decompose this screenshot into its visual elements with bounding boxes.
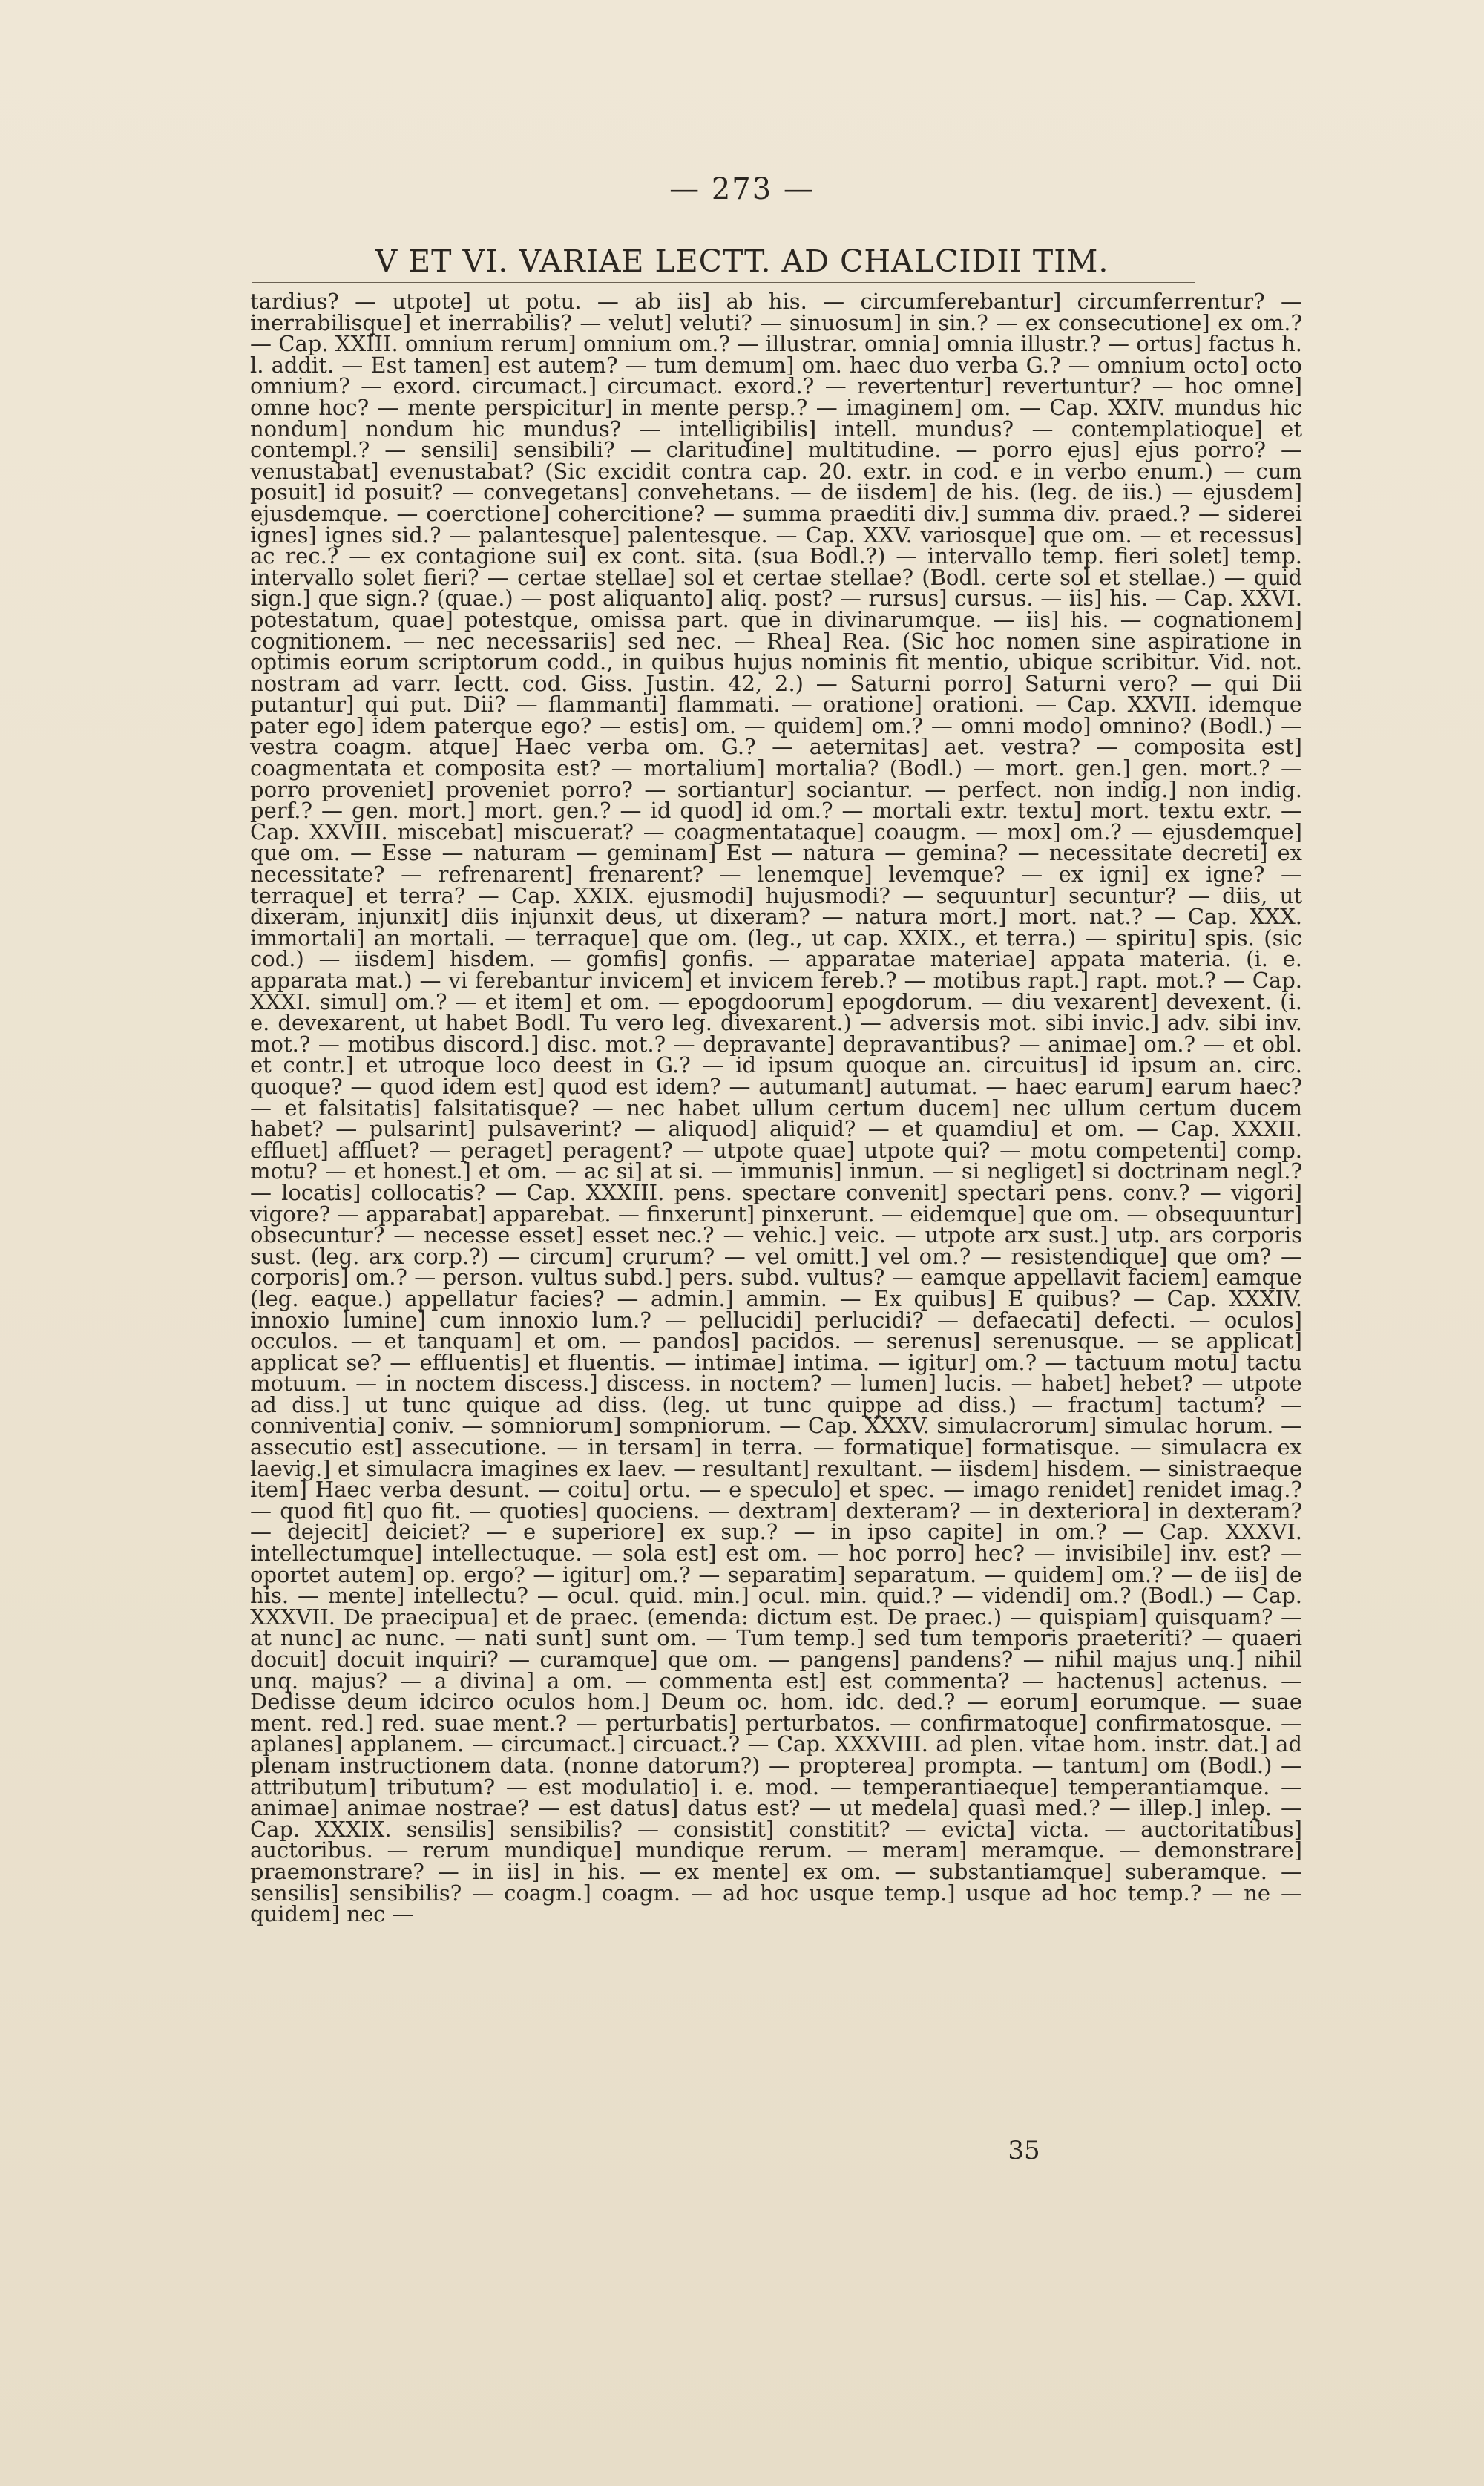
header-rule — [252, 282, 1195, 283]
page-number: — 273 — — [669, 172, 815, 206]
running-head: V ET VI. VARIAE LECTT. AD CHALCIDII TIM. — [375, 243, 1109, 279]
apparatus-paragraph: tardius? — utpote] ut potu. — ab iis] ab his. — circumferebantur] circumferrentur? — inerrabilisque] et inerrabilis? — velut] veluti? — sinuosum] in sin.? — ex consecutione] ex om.? — Cap. XXIII. omnium rerum] omnium om.? — illustrar. omnia] omnia illustr.? — ortus] factus h. l. addit. — Est tamen] est autem? — tum demum] om. haec duo verba G.? — omnium octo] octo omnium? — exord. circumact.] circumact. exord.? — revertentur] revertuntur? — hoc omne] omne hoc? — mente perspicitur] in mente persp.? — imaginem] om. — Cap. XXIV. mundus hic nondum] nondum hic mundus? — intelligibilis] intell. mundus? — contemplatioque] et contempl.? — sensili] sensibili? — claritudine] multitudine. — porro ejus] ejus porro? — venustabat] evenustabat? (Sic excidit contra cap. 20. extr. in cod. e in verbo enum.) — cum posuit] id posuit? — convegetans] convehetans. — de iisdem] de his. (leg. de iis.) — ejusdem] ejusdemque. — coerctione] cohercitione? — summa praediti div.] summa div. praed.? — siderei ignes] ignes sid.? — palantesque] palentesque. — Cap. XXV. variosque] que om. — et recessus] ac rec.? — ex contagione sui] ex cont. sita. (sua Bodl.?) — intervallo temp. fieri solet] temp. intervallo solet fieri? — certae stellae] sol et certae stellae? (Bodl. certe sol et stellae.) — quid sign.] que sign.? (quae.) — post aliquanto] aliq. post? — rursus] cursus. — iis] his. — Cap. XXVI. potestatum, quae] potestque, omissa part. que in divinarumque. — iis] his. — cognationem] cognitionem. — nec necessariis] sed nec. — Rhea] Rea. (Sic hoc nomen sine aspiratione in optimis eorum scriptorum codd., in quibus hujus nominis fit mentio, ubique scribitur. Vid. not. nostram ad varr. lectt. cod. Giss. Justin. 42, 2.) — Saturni porro] Saturni vero? — qui Dii putantur] qui put. Dii? — flammanti] flammati. — oratione] orationi. — Cap. XXVII. idemque pater ego] idem paterque ego? — estis] om. — quidem] om.? — omni modo] omnino? (Bodl.) — vestra coagm. atque] Haec verba om. G.? — aeternitas] aet. vestra? — composita est] coagmentata et composita est? — mortalium] mortalia? (Bodl.) — mort. gen.] gen. mort.? — porro proveniet] proveniet porro? — sortiantur] sociantur. — perfect. non indig.] non indig. perf.? — gen. mort.] mort. gen.? — id quod] id om.? — mortali extr. textu] mort. textu extr. — Cap. XXVIII. miscebat] miscuerat? — coagmentataque] coaugm. — mox] om.? — ejusdemque] que om. — Esse — naturam — geminam] Est — natura — gemina? — necessitate decreti] ex necessitate? — refrenarent] frenarent? — lenemque] levemque? — ex igni] ex igne? — terraque] et terra? — Cap. XXIX. ejusmodi] hujusmodi? — sequuntur] secuntur? — diis, ut dixeram, injunxit] diis injunxit deus, ut dixeram? — natura mort.] mort. nat.? — Cap. XXX. immortali] an mortali. — terraque] que om. (leg., ut cap. XXIX., et terra.) — spiritu] spis. (sic cod.) — iisdem] hisdem. — gomfis] gonfis. — apparatae materiae] appata materia. (i. e. apparata mat.) — vi ferebantur invicem] et invicem fereb.? — motibus rapt.] rapt. mot.? — Cap. XXXI. simul] om.? — et item] et om. — epogdoorum] epogdorum. — diu vexarent] devexent. (i. e. devexarent, ut habet Bodl. Tu vero leg. divexarent.) — adversis mot. sibi invic.] adv. sibi inv. mot.? — motibus discord.] disc. mot.? — depravante] depravantibus? — animae] om.? — et obl. et contr.] et utroque loco deest in G.? — id ipsum quoque an. circuitus] id ipsum an. circ. quoque? — quod idem est] quod est idem? — autumant] autumat. — haec earum] earum haec? — et falsitatis] falsitatisque? — nec habet ullum certum ducem] nec ullum certum ducem habet? — pulsarint] pulsaverint? — aliquod] aliquid? — et quamdiu] et om. — Cap. XXXII. effluet] affluet? — peraget] peragent? — utpote quae] utpote qui? — motu competenti] comp. motu? — et honest.] et om. — ac si] at si. — immunis] inmun. — si negliget] si doctrinam negl.? — locatis] collocatis? — Cap. XXXIII. pens. spectare convenit] spectari pens. conv.? — vigori] vigore? — apparabat] apparebat. — finxerunt] pinxerunt. — eidemque] que om. — obsequuntur] obsecuntur? — necesse esset] esset nec.? — vehic.] veic. — utpote arx sust.] utp. ars corporis sust. (leg. arx corp.?) — circum] crurum? — vel omitt.] vel om.? — resistendique] que om? — corporis] om.? — person. vultus subd.] pers. subd. vultus? — eamque appellavit faciem] eamque (leg. eaque.) appellatur facies? — admin.] ammin. — Ex quibus] E quibus? — Cap. XXXIV. innoxio lumine] cum innoxio lum.? — pellucidi] perlucidi? — defaecati] defecti. — oculos] occulos. — et tanquam] et om. — pandos] pacidos. — serenus] serenusque. — se applicat] applicat se? — effluentis] et fluentis. — intimae] intima. — igitur] om.? — tactuum motu] tactu motuum. — in noctem discess.] discess. in noctem? — lumen] lucis. — habet] hebet? — utpote ad diss.] ut tunc quique ad diss. (leg. ut tunc quippe ad diss.) — fractum] tactum? — conniventia] coniv. — somniorum] sompniorum. — Cap. XXXV. simulacrorum] simulac horum. — assecutio est] assecutione. — in tersam] in terra. — formatique] formatisque. — simulacra ex laevig.] et simulacra imagines ex laev. — resultant] rexultant. — iisdem] hisdem. — sinistraeque item] Haec verba desunt. — coitu] ortu. — e speculo] et spec. — imago renidet] renidet imag.? — quod fit] quo fit. — quoties] quociens. — dextram] dexteram? — in dexteriora] in dexteram? — dejecit] deiciet? — e superiore] ex sup.? — in ipso capite] in om.? — Cap. XXXVI. intellectumque] intellectuque. — sola est] est om. — hoc porro] hec? — invisibile] inv. est? — oportet autem] op. ergo? — igitur] om.? — separatim] separatum. — quidem] om.? — de iis] de his. — mente] intellectu? — ocul. quid. min.] ocul. min. quid.? — videndi] om.? (Bodl.) — Cap. XXXVII. De praecipua] et de praec. (emenda: dictum est. De praec.) — quispiam] quisquam? — at nunc] ac nunc. — nati sunt] sunt om. — Tum temp.] sed tum temporis praeteriti? — quaeri docuit] docuit inquiri? — curamque] que om. — pangens] pandens? — nihil majus unq.] nihil unq. majus? — a divina] a om. — commenta est] est commenta? — hactenus] actenus. — Dedisse deum idcirco oculos hom.] Deum oc. hom. idc. ded.? — eorum] eorumque. — suae ment. red.] red. suae ment.? — perturbatis] perturbatos. — confirmatoque] confirmatosque. — aplanes] applanem. — circumact.] circuact.? — Cap. XXXVIII. ad plen. vitae hom. instr. dat.] ad plenam instructionem data. (nonne datorum?) — propterea] prompta. — tantum] om (Bodl.) — attributum] tributum? — est modulatio] i. e. mod. — temperantiaeque] temperantiamque. — animae] animae nostrae? — est datus] datus est? — ut medela] quasi med.? — illep.] inlep. — Cap. XXXIX. sensilis] sensibilis? — consistit] constitit? — evicta] victa. — auctoritatibus] auctoribus. — rerum mundique] mundique rerum. — meram] meramque. — demonstrare] praemonstrare? — in iis] in his. — ex mente] ex om. — substantiamque] suberamque. — sensilis] sensibilis? — coagm.] coagm. — ad hoc usque temp.] usque ad hoc temp.? — ne — quidem] nec — — [250, 289, 1302, 1927]
variant-readings-text — [250, 291, 1302, 1925]
signature-mark: 35 — [1008, 2136, 1040, 2165]
